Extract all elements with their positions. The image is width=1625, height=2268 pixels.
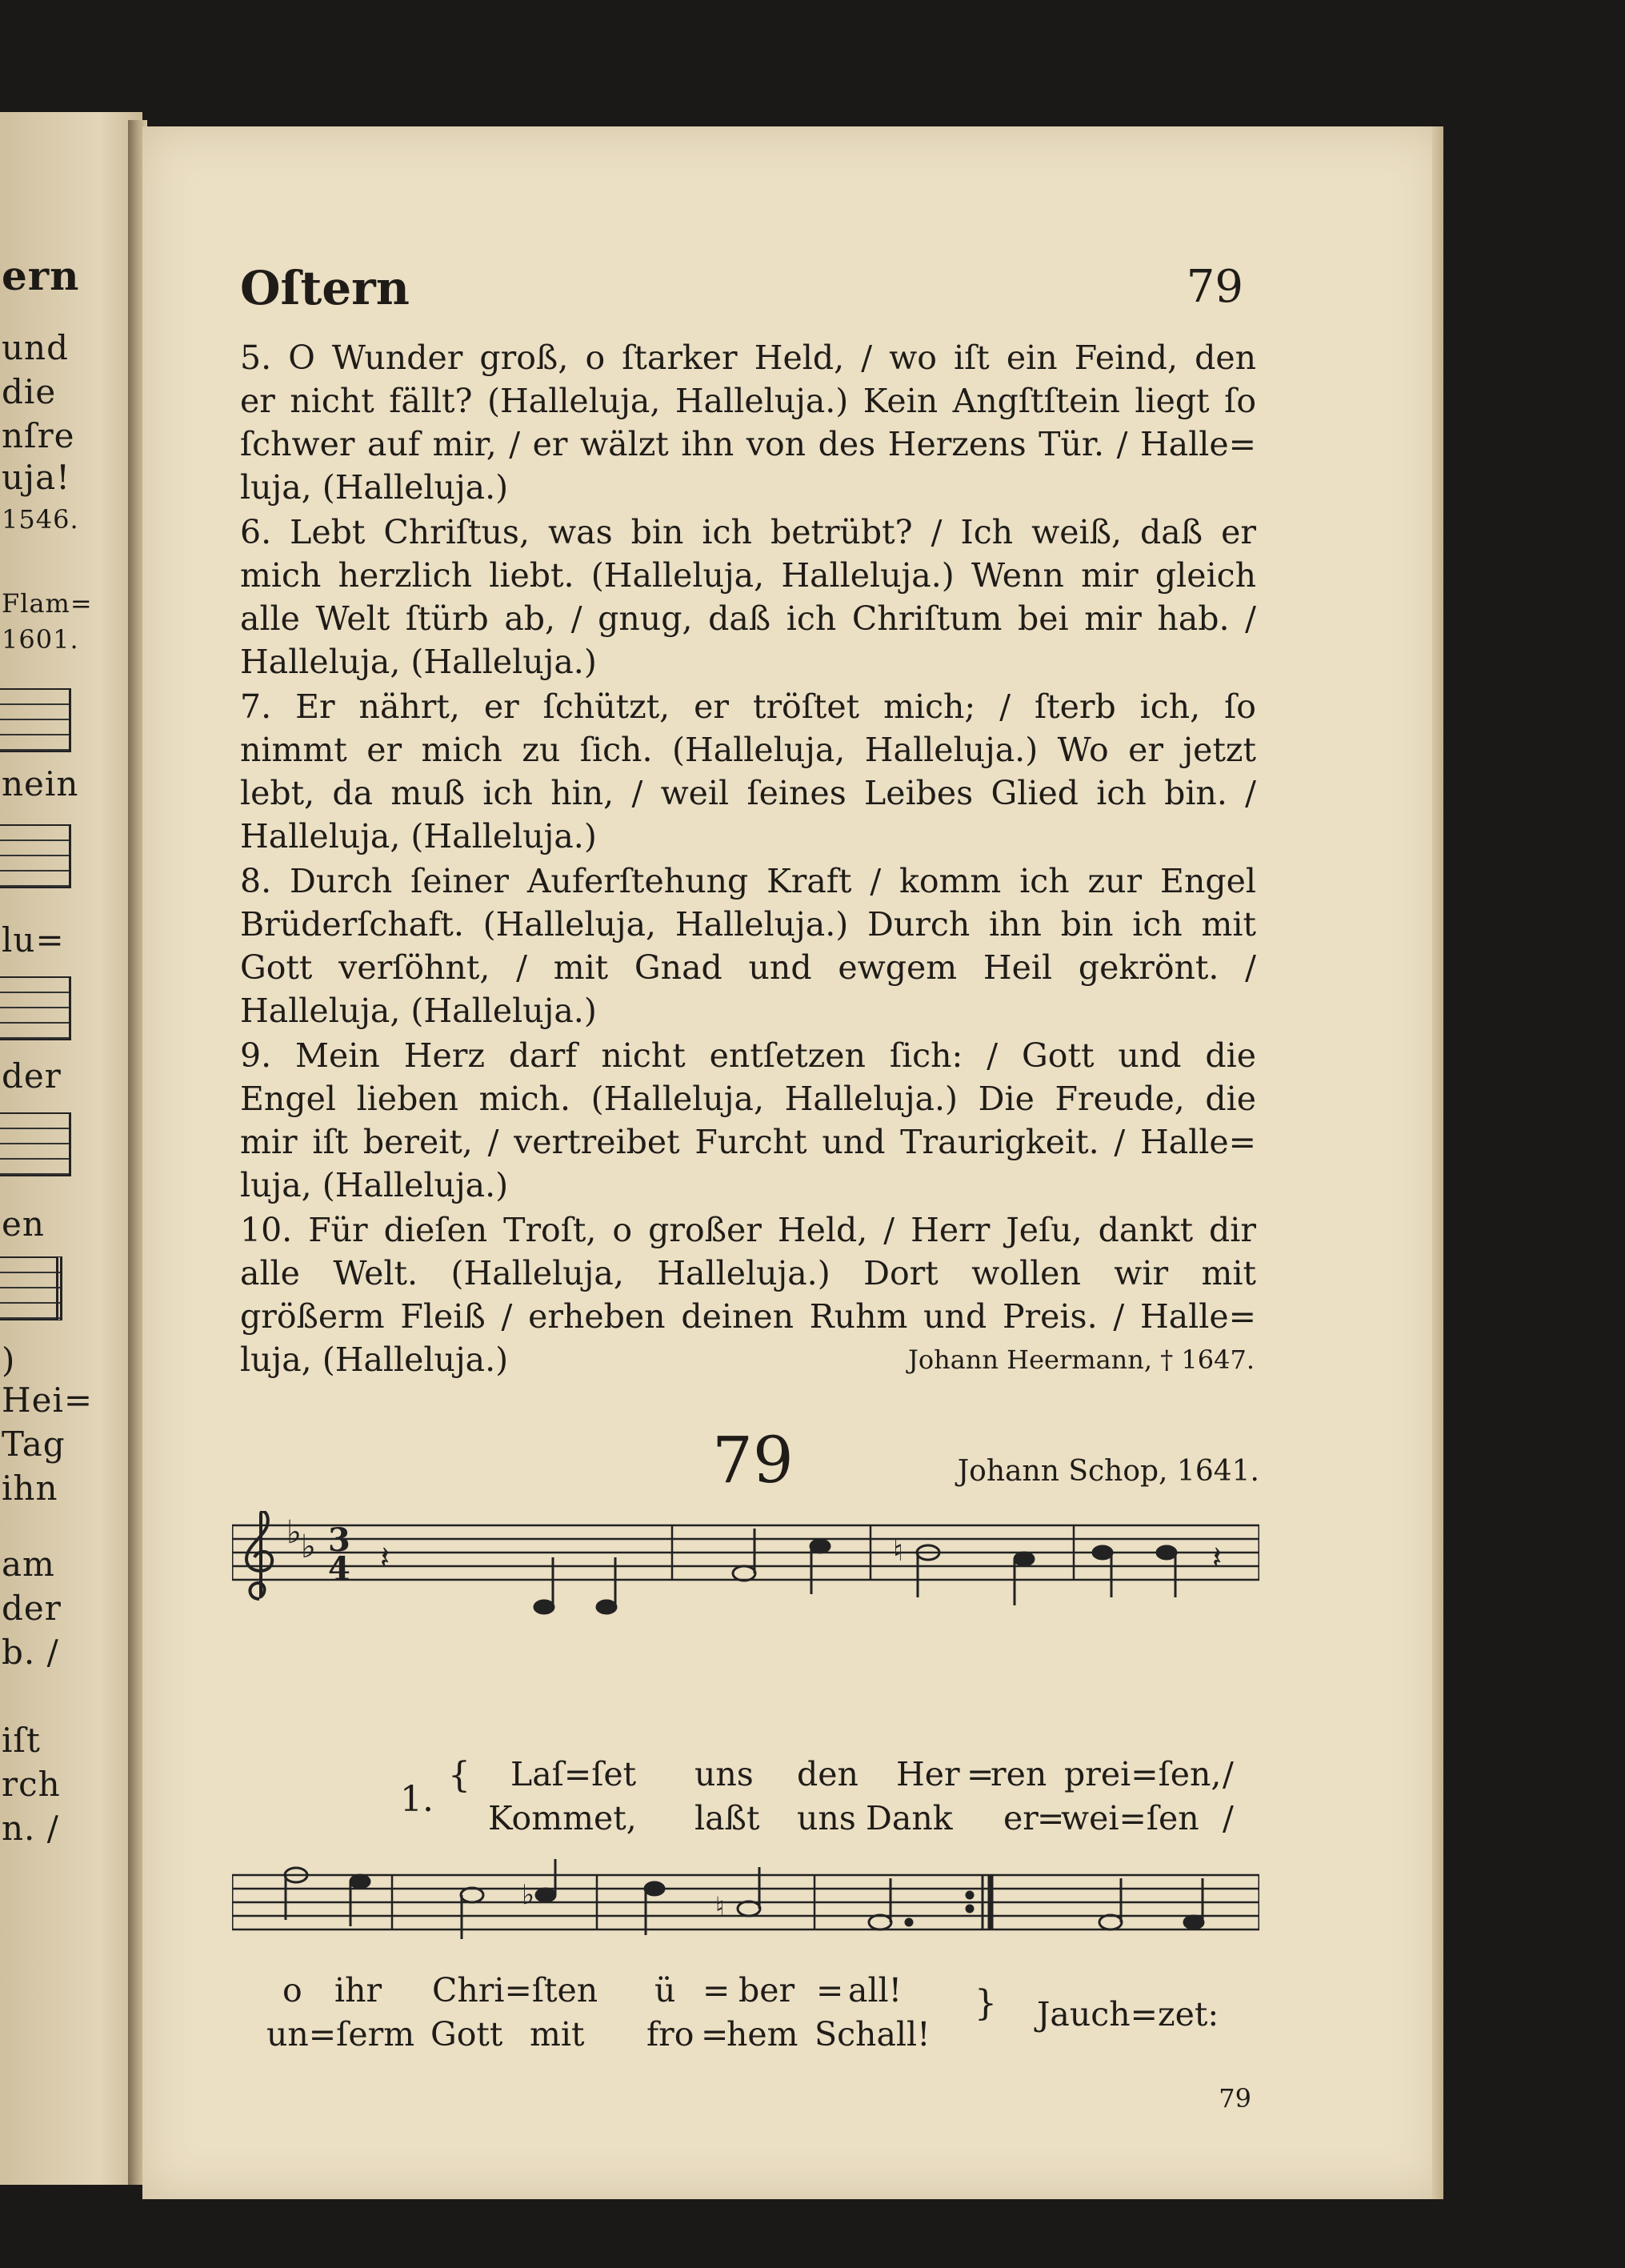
verse-line: er nicht fällt? (Halleluja, Halleluja.) Kein Angſtſtein liegt ſo: [240, 382, 1256, 420]
note: [1157, 1546, 1176, 1559]
verse-line: 10. Für dieſen Troſt, o großer Held, / Herr Jeſu, dankt dir: [240, 1211, 1256, 1249]
lyric-syllable: den: [797, 1755, 859, 1793]
lyric-syllable: =: [967, 1755, 995, 1793]
verse-line: nimmt er mich zu ſich. (Halleluja, Halleluja.) Wo er jetzt: [240, 731, 1256, 769]
verse-line: ſchwer auf mir, / er wälzt ihn von des Herzens Tür. / Halle=: [240, 425, 1256, 463]
book-page: [142, 126, 1443, 2199]
lyric-syllable: ren: [991, 1755, 1047, 1793]
dot: [906, 1919, 912, 1925]
left-page-line: der: [2, 1589, 62, 1628]
lyric-syllable: Dank: [866, 1799, 953, 1837]
verse-line: Engel lieben mich. (Halleluja, Halleluja.) Die Freude, die: [240, 1080, 1256, 1118]
lyric-syllable: mit: [530, 2015, 585, 2054]
page-edge: [1432, 126, 1443, 2199]
note: [869, 1915, 891, 1929]
lyric-refrain: Jauch=zet:: [1037, 1995, 1219, 2034]
verse-line: Halleluja, (Halleluja.): [240, 817, 597, 856]
left-page-line: Hei=: [2, 1380, 94, 1420]
lyric-syllable: o: [282, 1971, 302, 2010]
lyric-syllable: =: [702, 1971, 730, 2010]
verse-line: alle Welt. (Halleluja, Halleluja.) Dort wollen wir mit: [240, 1254, 1256, 1292]
lyric-syllable: uns: [797, 1799, 856, 1837]
verse-line: 9. Mein Herz darf nicht entſetzen ſich: / Gott und die: [240, 1036, 1256, 1075]
natural-sign: ♮: [715, 1891, 725, 1921]
left-page-staff: [0, 1112, 71, 1176]
lyric-syllable: Kommet,: [488, 1799, 637, 1837]
left-page-line: nſre: [2, 416, 75, 455]
page-header-number: 79: [1186, 261, 1243, 313]
left-page-line: 1601.: [2, 624, 79, 655]
verse-line: mich herzlich liebt. (Halleluja, Halleluja.) Wenn mir gleich: [240, 556, 1256, 595]
left-page-line: lu=: [2, 920, 65, 960]
lyric-syllable: =: [701, 2015, 729, 2054]
left-page-line: b. /: [2, 1633, 59, 1672]
verse-line: mir iſt bereit, / vertreibet Furcht und Traurigkeit. / Halle=: [240, 1123, 1256, 1161]
song-number: 79: [712, 1423, 794, 1497]
lyric-syllable: ber: [738, 1971, 795, 2010]
lyric-syllable: wei=ſen: [1061, 1799, 1199, 1837]
lyric-syllable: =: [1037, 1799, 1065, 1837]
left-page-staff: [0, 1256, 62, 1320]
page-footer-number: 79: [1219, 2083, 1251, 2114]
lyric-syllable: all!: [848, 1971, 903, 2010]
lyric-syllable: =: [816, 1971, 844, 2010]
left-page-line: die: [2, 372, 57, 411]
lyric-syllable: Gott: [430, 2015, 503, 2054]
lyric-syllable: laßt: [694, 1799, 760, 1837]
left-page-line: und: [2, 328, 69, 367]
left-page-line: ): [2, 1340, 16, 1380]
flat-sign: ♭: [301, 1529, 316, 1565]
note: [1015, 1553, 1034, 1565]
repeat-dot: [967, 1892, 973, 1898]
lyric-syllable: Chri=ſten: [432, 1971, 598, 2010]
time-sig-bottom: 4: [328, 1550, 350, 1588]
brace-icon: {: [448, 1755, 470, 1796]
note: [1093, 1546, 1112, 1559]
lyric-syllable: Schall!: [815, 2015, 931, 2054]
left-page-staff: [0, 976, 71, 1040]
time-sig-top: 3: [328, 1521, 350, 1559]
lyric-syllable: /: [1223, 1755, 1234, 1793]
music-staff-1: [232, 1511, 1259, 1623]
verse-line: 8. Durch ſeiner Auferſtehung Kraft / komm ich zur Engel: [240, 862, 1256, 900]
music-staff-2: [232, 1859, 1259, 1955]
left-page-staff: [0, 824, 71, 888]
verse-line: Halleluja, (Halleluja.): [240, 992, 597, 1030]
left-page-line: Tag: [2, 1425, 66, 1464]
note: [1099, 1915, 1122, 1929]
left-page-line: am: [2, 1545, 55, 1584]
natural-sign: ♮: [893, 1535, 903, 1568]
verse-marker: 1.: [400, 1779, 434, 1820]
left-page-line: n. /: [2, 1809, 59, 1848]
verse-line: luja, (Halleluja.): [240, 1340, 509, 1379]
left-page-line: der: [2, 1056, 62, 1096]
left-page-line: 1546.: [2, 504, 79, 535]
note: [536, 1889, 555, 1901]
repeat-dot: [967, 1905, 973, 1912]
lyric-syllable: Laſ=ſet: [510, 1755, 637, 1793]
note: [733, 1566, 755, 1581]
left-page-line: rch: [2, 1765, 61, 1804]
composer-credit: Johann Schop, 1641.: [957, 1455, 1259, 1488]
note: [810, 1540, 830, 1553]
verse-line: luja, (Halleluja.): [240, 468, 509, 507]
note: [350, 1875, 370, 1888]
verse-line: luja, (Halleluja.): [240, 1166, 509, 1204]
quarter-rest: 𝄽: [380, 1540, 390, 1577]
left-page-line: en: [2, 1204, 45, 1244]
note: [645, 1882, 664, 1895]
verse-line: Brüderſchaft. (Halleluja, Halleluja.) Durch ihn bin ich mit: [240, 905, 1256, 944]
lyric-syllable: un=ſerm: [266, 2015, 415, 2054]
quarter-rest: 𝄽: [1212, 1540, 1223, 1577]
verse-line: größerm Fleiß / erheben deinen Ruhm und Preis. / Halle=: [240, 1297, 1256, 1336]
brace-icon: }: [975, 1983, 997, 2024]
verse-author: Johann Heermann, † 1647.: [907, 1344, 1255, 1375]
verse-line: lebt, da muß ich hin, / weil ſeines Leibes Glied ich bin. /: [240, 774, 1256, 812]
lyric-syllable: Her: [896, 1755, 960, 1793]
lyric-syllable: uns: [694, 1755, 754, 1793]
verse-line: Halleluja, (Halleluja.): [240, 643, 597, 681]
verse-line: Gott verſöhnt, / mit Gnad und ewgem Heil gekrönt. /: [240, 948, 1256, 987]
lyric-syllable: /: [1223, 1799, 1234, 1837]
lyric-syllable: hem: [726, 2015, 798, 2054]
lyric-syllable: fro: [646, 2015, 694, 2054]
left-page-line: iſt: [2, 1721, 41, 1760]
page-header-title: Oſtern: [240, 261, 410, 315]
flat-sign: ♭: [286, 1514, 302, 1551]
verse-line: 7. Er nährt, er ſchützt, er tröſtet mich; / ſterb ich, ſo: [240, 687, 1256, 726]
note: [738, 1901, 760, 1916]
lyric-syllable: ihr: [334, 1971, 382, 2010]
lyric-syllable: prei=ſen,: [1064, 1755, 1222, 1793]
left-page-fragment: [0, 112, 142, 2185]
flat-sign: ♭: [522, 1879, 535, 1911]
left-page-line: nein: [2, 764, 79, 803]
lyric-syllable: ü: [654, 1971, 676, 2010]
left-page-line: Flam=: [2, 588, 93, 619]
left-page-line: uja!: [2, 458, 70, 497]
left-page-line: ern: [2, 252, 80, 299]
lyric-syllable: er: [1003, 1799, 1039, 1837]
verse-line: 5. O Wunder groß, o ſtarker Held, / wo iſt ein Feind, den: [240, 339, 1256, 377]
left-page-staff: [0, 688, 71, 752]
left-page-line: ihn: [2, 1469, 58, 1508]
verse-line: alle Welt ſtürb ab, / gnug, daß ich Chriſtum bei mir hab. /: [240, 599, 1256, 638]
note: [461, 1888, 483, 1902]
verse-line: 6. Lebt Chriſtus, was bin ich betrübt? / Ich weiß, daß er: [240, 513, 1256, 551]
note: [1184, 1916, 1203, 1929]
